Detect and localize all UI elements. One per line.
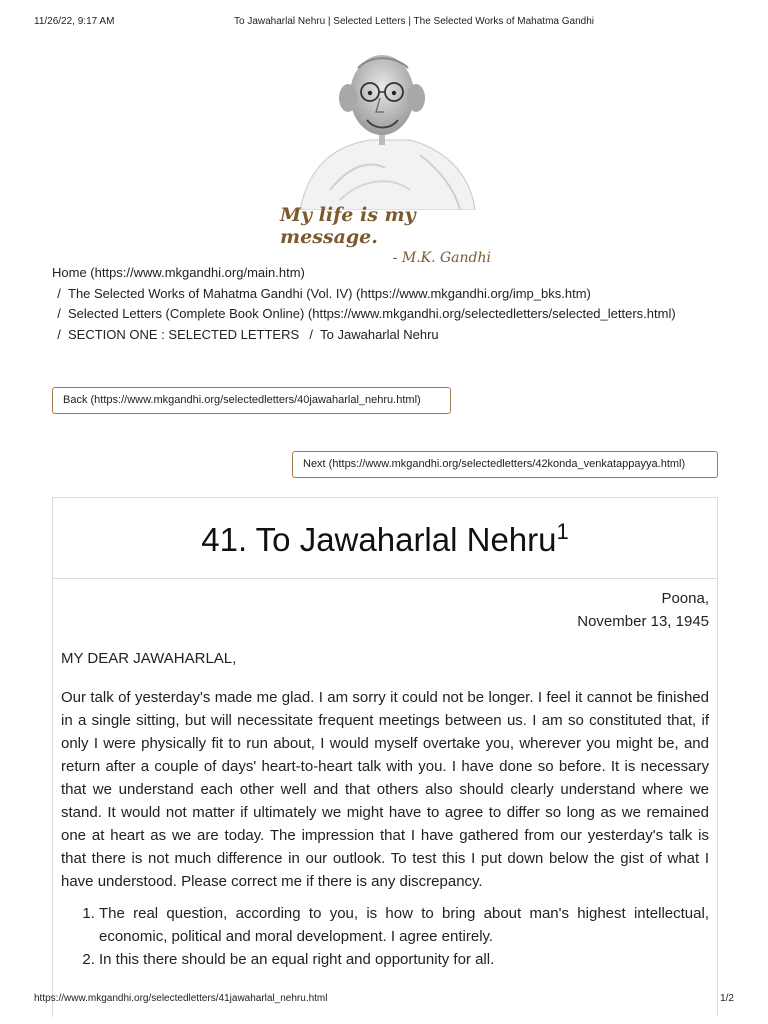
breadcrumb xyxy=(52,263,732,345)
letter-paragraph: Our talk of yesterday's made me glad. I am sorry it could not be longer. I feel it cannot be finished in a single sitting, but will necessitate frequent meetings between us. I am so constituted that, if only I were physically fit to run about, I would myself overtake you, wherever you might be, and return after a couple of days' heart-to-heart talk with you. I have done so before. It is necessary that we understand each other well and that others also should clearly understand where we stand. It would not matter if ultimately we might have to agree to differ so long as we remained one at heart as we are today. The impression that I have gathered from our yesterday's talk is that there is not much difference in our outlook. To test this I put down below the gist of what I have understood. Please correct me if there is any discrepancy. xyxy=(61,689,709,890)
gandhi-portrait-icon xyxy=(270,40,500,210)
motto-text: My life is my message. xyxy=(280,204,416,248)
letter-body xyxy=(53,587,717,971)
letter-place: Poona, xyxy=(661,590,709,607)
breadcrumb-separator: / xyxy=(309,326,313,342)
letter-card xyxy=(52,497,718,1017)
list-item: 2. In this there should be an equal right and opportunity for all. xyxy=(99,948,709,971)
print-footer-url: https://www.mkgandhi.org/selectedletters/41jawaharlal_nehru.html xyxy=(34,993,328,1004)
letter-title-text: 41. To Jawaharlal Nehru xyxy=(201,521,557,558)
print-timestamp: 11/26/22, 9:17 AM xyxy=(34,16,115,27)
breadcrumb-separator: / xyxy=(57,306,61,321)
breadcrumb-section-one-link[interactable]: SECTION ONE : SELECTED LETTERS xyxy=(68,326,300,342)
breadcrumb-selected-letters-link[interactable]: Selected Letters (Complete Book Online) (https://www.mkgandhi.org/selectedletters/selected_letters.html) xyxy=(68,306,676,321)
letter-date: November 13, 1945 xyxy=(577,613,709,630)
letter-dateline xyxy=(61,587,709,633)
letter-salutation: MY DEAR JAWAHARLAL, xyxy=(61,650,237,667)
motto-attribution: - M.K. Gandhi xyxy=(392,250,491,266)
footnote-marker-link[interactable]: 1 xyxy=(556,519,569,544)
back-button[interactable]: Back (https://www.mkgandhi.org/selectedletters/40jawaharlal_nehru.html) xyxy=(52,387,451,414)
print-header xyxy=(34,16,734,30)
breadcrumb-separator: / xyxy=(57,326,61,342)
next-button[interactable]: Next (https://www.mkgandhi.org/selectedletters/42konda_venkatappayya.html) xyxy=(292,451,718,478)
print-page-number: 1/2 xyxy=(720,993,734,1004)
letter-points-list xyxy=(61,902,709,971)
letter-title xyxy=(53,498,717,579)
print-footer xyxy=(34,993,734,1007)
breadcrumb-home-link[interactable]: Home (https://www.mkgandhi.org/main.htm) xyxy=(52,265,305,280)
logo-motto xyxy=(280,204,495,266)
breadcrumb-selected-works-link[interactable]: The Selected Works of Mahatma Gandhi (Vol. IV) (https://www.mkgandhi.org/imp_bks.htm) xyxy=(68,285,591,301)
breadcrumb-current: To Jawaharlal Nehru xyxy=(320,326,439,342)
print-page-title: To Jawaharlal Nehru | Selected Letters | The Selected Works of Mahatma Gandhi xyxy=(233,16,594,27)
breadcrumb-separator: / xyxy=(57,285,61,301)
list-item: 1. The real question, according to you, is how to bring about man's highest intellectual, economic, political and moral development. I agree entirely. xyxy=(99,902,709,948)
